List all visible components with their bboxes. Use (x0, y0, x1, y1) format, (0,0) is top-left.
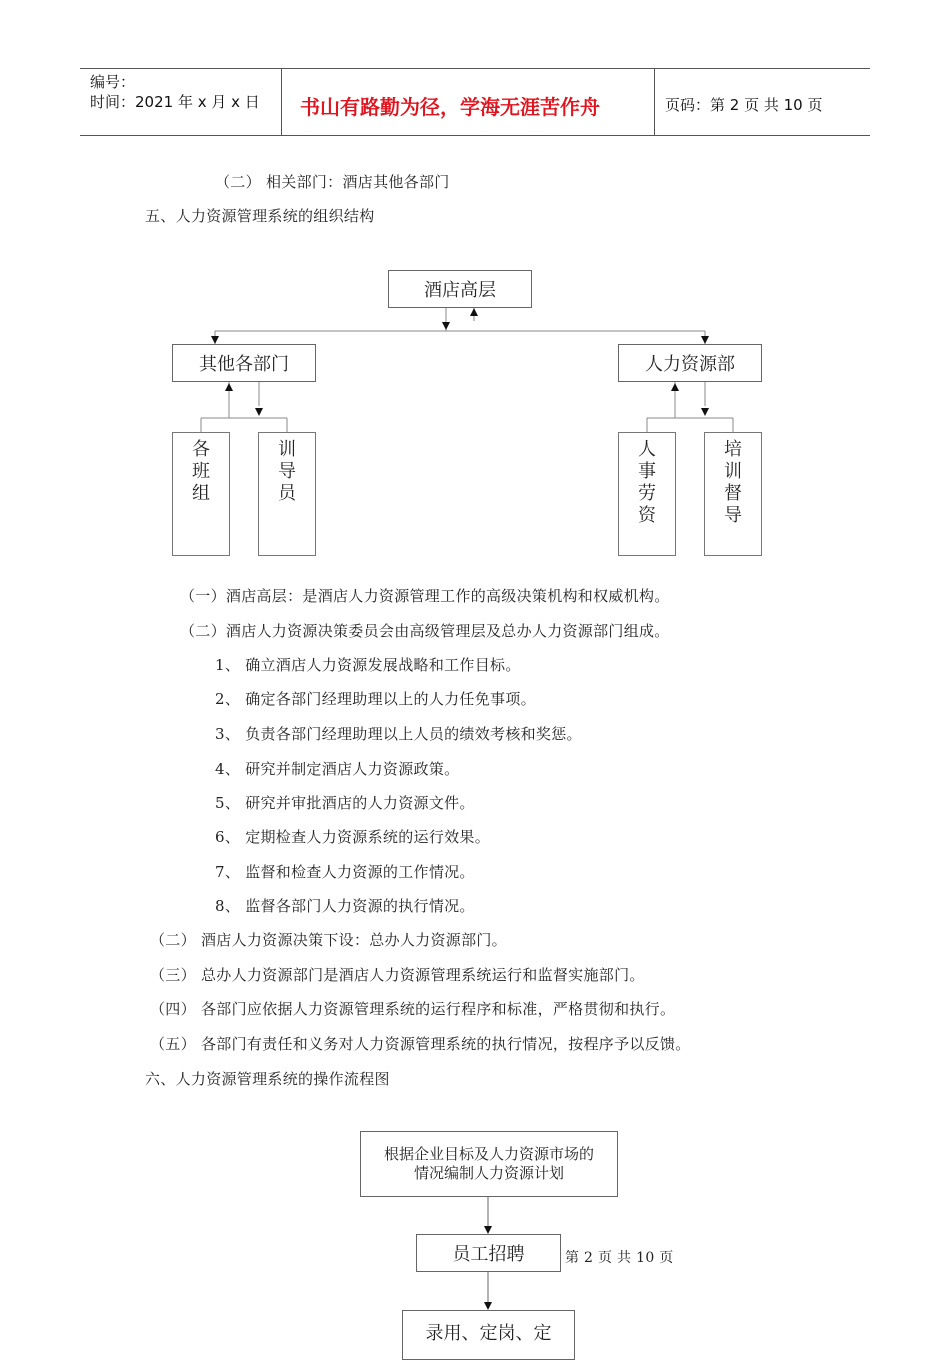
page-code: 页码：第 2 页 共 10 页 (665, 96, 823, 114)
org-char: 事 (638, 461, 656, 482)
org-char: 训 (724, 461, 742, 482)
org-char: 班 (192, 461, 210, 482)
org-char: 督 (724, 483, 742, 504)
org-box-teams (172, 432, 230, 556)
org-char: 导 (278, 461, 296, 482)
org-char: 各 (192, 439, 210, 460)
org-char: 劳 (638, 483, 656, 504)
flow-step-plan-line1: 根据企业目标及人力资源市场的 (383, 1145, 594, 1163)
paragraph-committee: （二）酒店人力资源决策委员会由高级管理层及总办人力资源部门组成。 (180, 622, 670, 640)
list-item: 7、 监督和检查人力资源的工作情况。 (215, 863, 475, 881)
org-box-training-supervision (704, 432, 762, 556)
org-box-trainers (258, 432, 316, 556)
org-box-hr-dept: 人力资源部 (618, 344, 762, 382)
org-char: 员 (278, 483, 296, 504)
list-item: 4、 研究并制定酒店人力资源政策。 (215, 760, 460, 778)
section5-title: 五、人力资源管理系统的组织结构 (145, 207, 375, 225)
sub-paragraph: （三） 总办人力资源部门是酒店人力资源管理系统运行和监督实施部门。 (150, 966, 645, 984)
list-item: 6、 定期检查人力资源系统的运行效果。 (215, 828, 491, 846)
list-item: 1、 确立酒店人力资源发展战略和工作目标。 (215, 656, 521, 674)
serial-label: 编号： (90, 73, 136, 91)
section6-title: 六、人力资源管理系统的操作流程图 (145, 1070, 390, 1088)
org-char: 组 (192, 483, 210, 504)
flow-step-plan (360, 1131, 618, 1197)
time-label: 时间：2021 年 x 月 x 日 (90, 93, 260, 111)
org-char: 培 (724, 439, 742, 460)
org-char: 训 (278, 439, 296, 460)
org-char: 资 (638, 505, 656, 526)
list-item: 8、 监督各部门人力资源的执行情况。 (215, 897, 475, 915)
flow-step-hire (402, 1310, 575, 1360)
motto-text: 书山有路勤为径，学海无涯苦作舟 (300, 95, 600, 119)
org-char: 人 (638, 439, 656, 460)
org-box-other-depts: 其他各部门 (172, 344, 316, 382)
paragraph-hotel-top: （一）酒店高层：是酒店人力资源管理工作的高级决策机构和权威机构。 (180, 587, 670, 605)
org-box-personnel-labor (618, 432, 676, 556)
org-char: 导 (724, 505, 742, 526)
sub-paragraph: （五） 各部门有责任和义务对人力资源管理系统的执行情况，按程序予以反馈。 (150, 1035, 691, 1053)
flow-step-plan-line2: 情况编制人力资源计划 (413, 1164, 564, 1182)
related-depts-line: （二） 相关部门：酒店其他各部门 (215, 173, 450, 191)
list-item: 2、 确定各部门经理助理以上的人力任免事项。 (215, 690, 536, 708)
list-item: 5、 研究并审批酒店的人力资源文件。 (215, 794, 475, 812)
org-box-hotel-top: 酒店高层 (388, 270, 532, 308)
flow-step-hire-label: 录用、定岗、定 (425, 1323, 552, 1344)
footer-page-label: 第 2 页 共 10 页 (565, 1250, 674, 1266)
sub-paragraph: （二） 酒店人力资源决策下设：总办人力资源部门。 (150, 931, 507, 949)
flow-step-recruit: 员工招聘 (416, 1234, 561, 1272)
sub-paragraph: （四） 各部门应依据人力资源管理系统的运行程序和标准，严格贯彻和执行。 (150, 1000, 676, 1018)
list-item: 3、 负责各部门经理助理以上人员的绩效考核和奖惩。 (215, 725, 582, 743)
